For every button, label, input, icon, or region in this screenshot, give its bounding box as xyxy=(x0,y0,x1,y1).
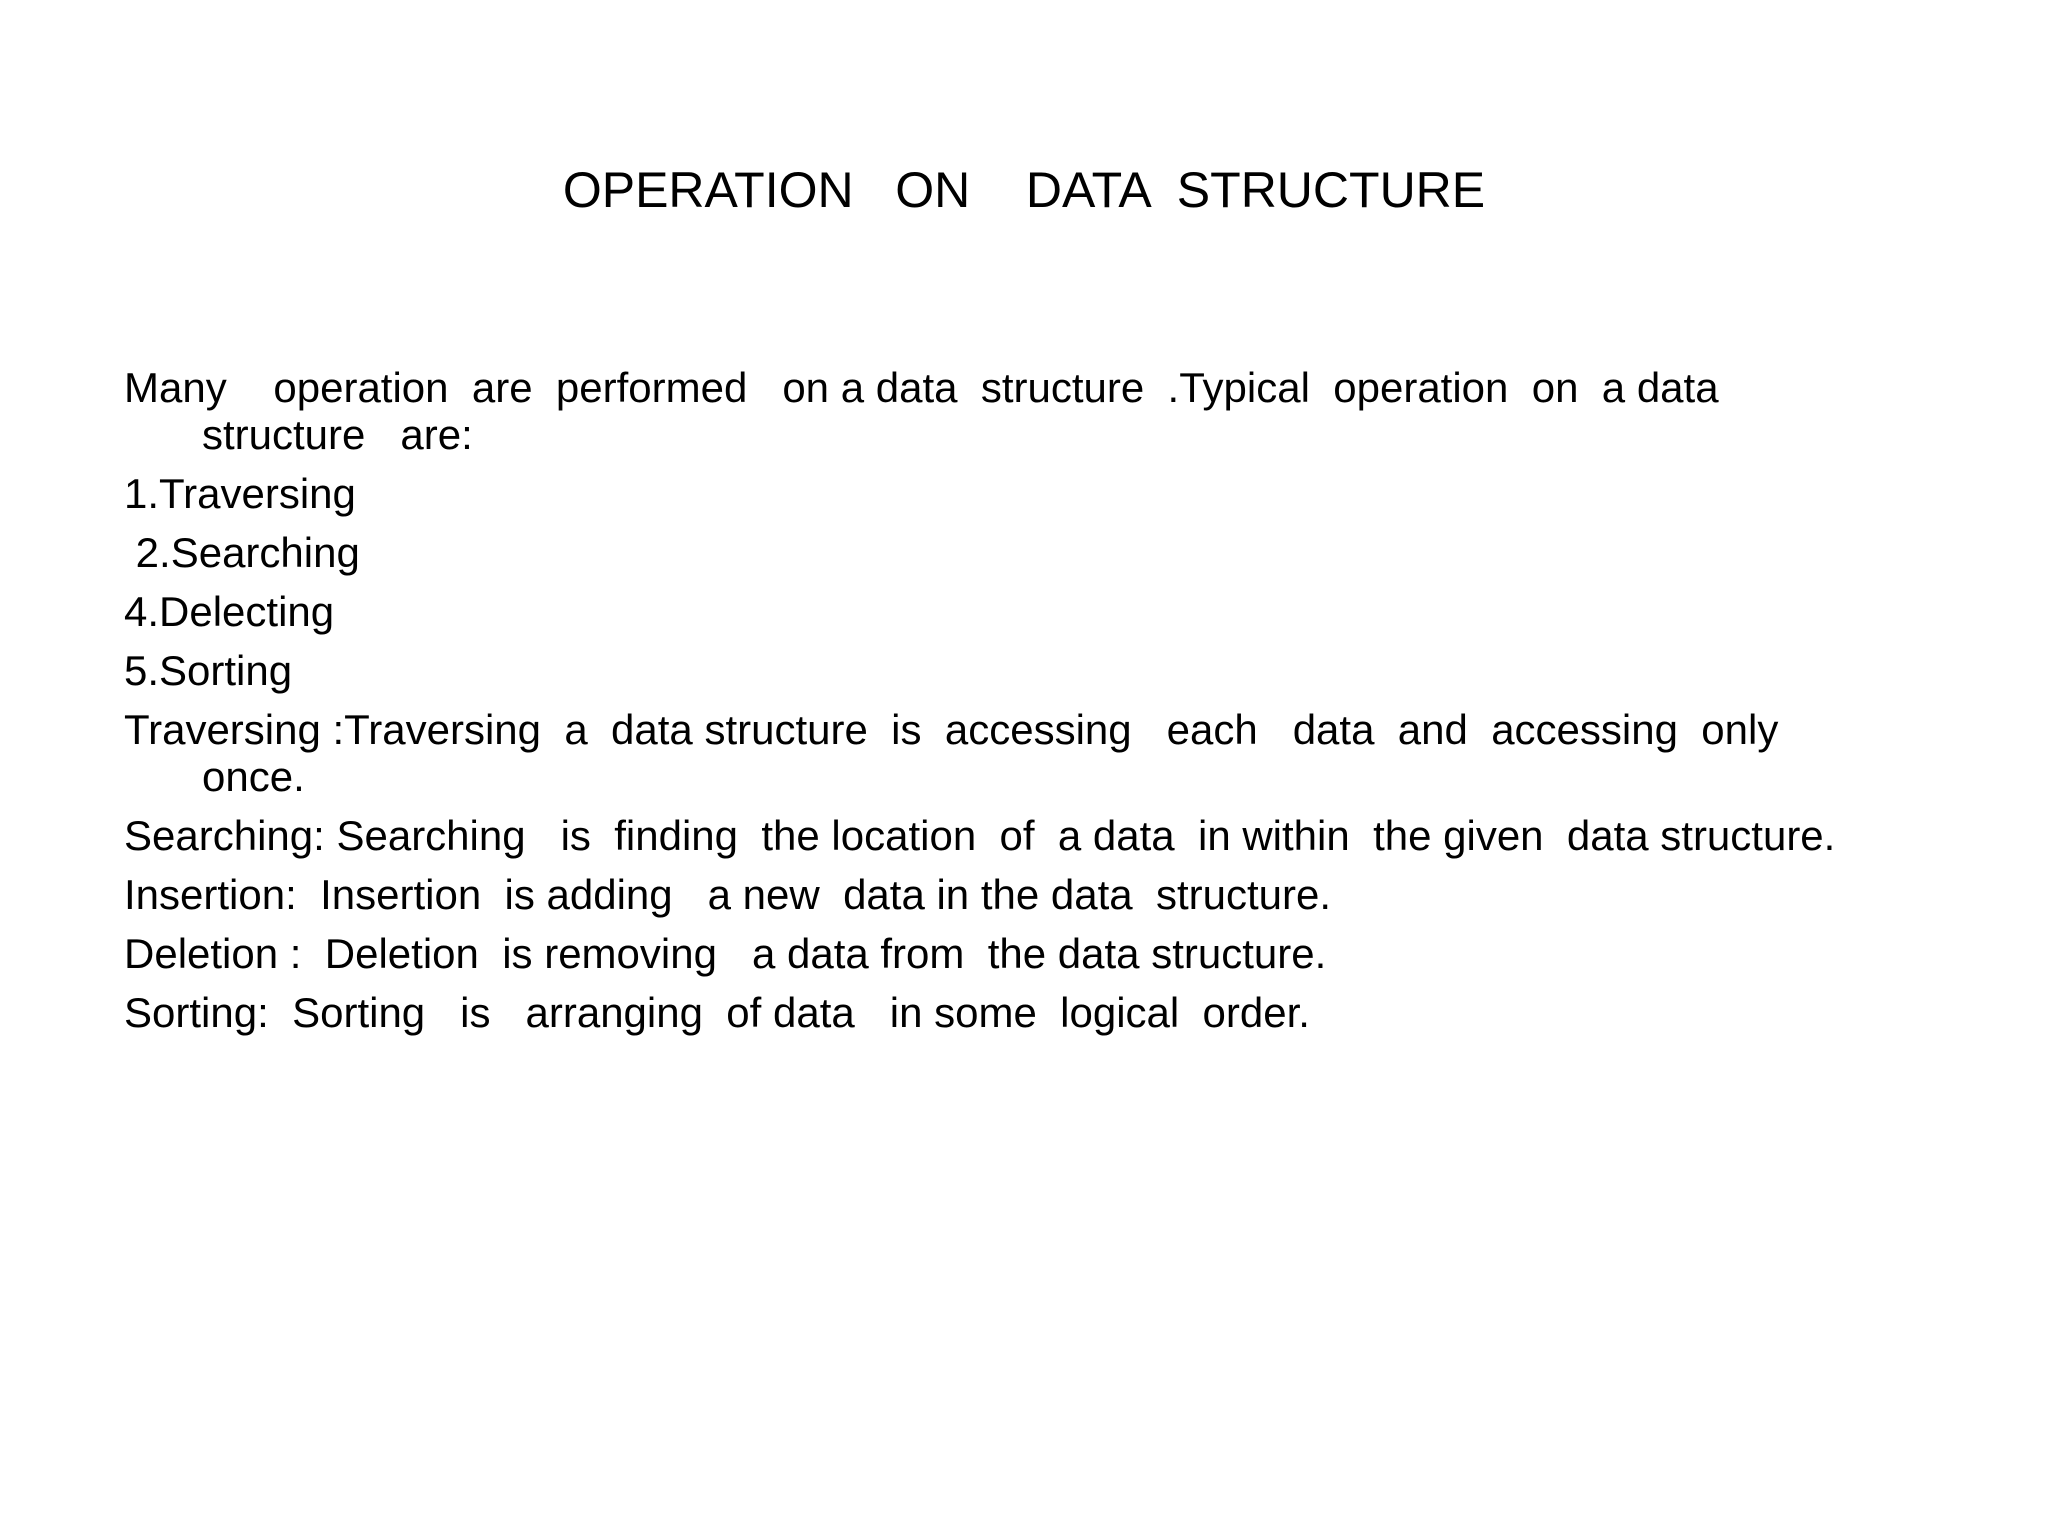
definition-searching: Searching: Searching is finding the location of a data in within the given data structure. xyxy=(124,812,1836,859)
list-item-traversing: 1.Traversing xyxy=(124,470,356,517)
list-item-searching: 2.Searching xyxy=(124,529,360,576)
intro-paragraph: Many operation are performed on a data structure .Typical operation on a data structure are: xyxy=(124,364,1731,458)
slide-body xyxy=(124,364,1844,1048)
definition-traversing: Traversing :Traversing a data structure is accessing each data and accessing only once. xyxy=(124,706,1791,800)
definition-insertion: Insertion: Insertion is adding a new data in the data structure. xyxy=(124,871,1332,918)
definition-sorting: Sorting: Sorting is arranging of data in some logical order. xyxy=(124,989,1310,1036)
list-item-delecting: 4.Delecting xyxy=(124,588,335,635)
slide-title: OPERATION ON DATA STRUCTURE xyxy=(562,162,1486,218)
definition-deletion: Deletion : Deletion is removing a data from the data structure. xyxy=(124,930,1327,977)
list-item-sorting: 5.Sorting xyxy=(124,647,293,694)
